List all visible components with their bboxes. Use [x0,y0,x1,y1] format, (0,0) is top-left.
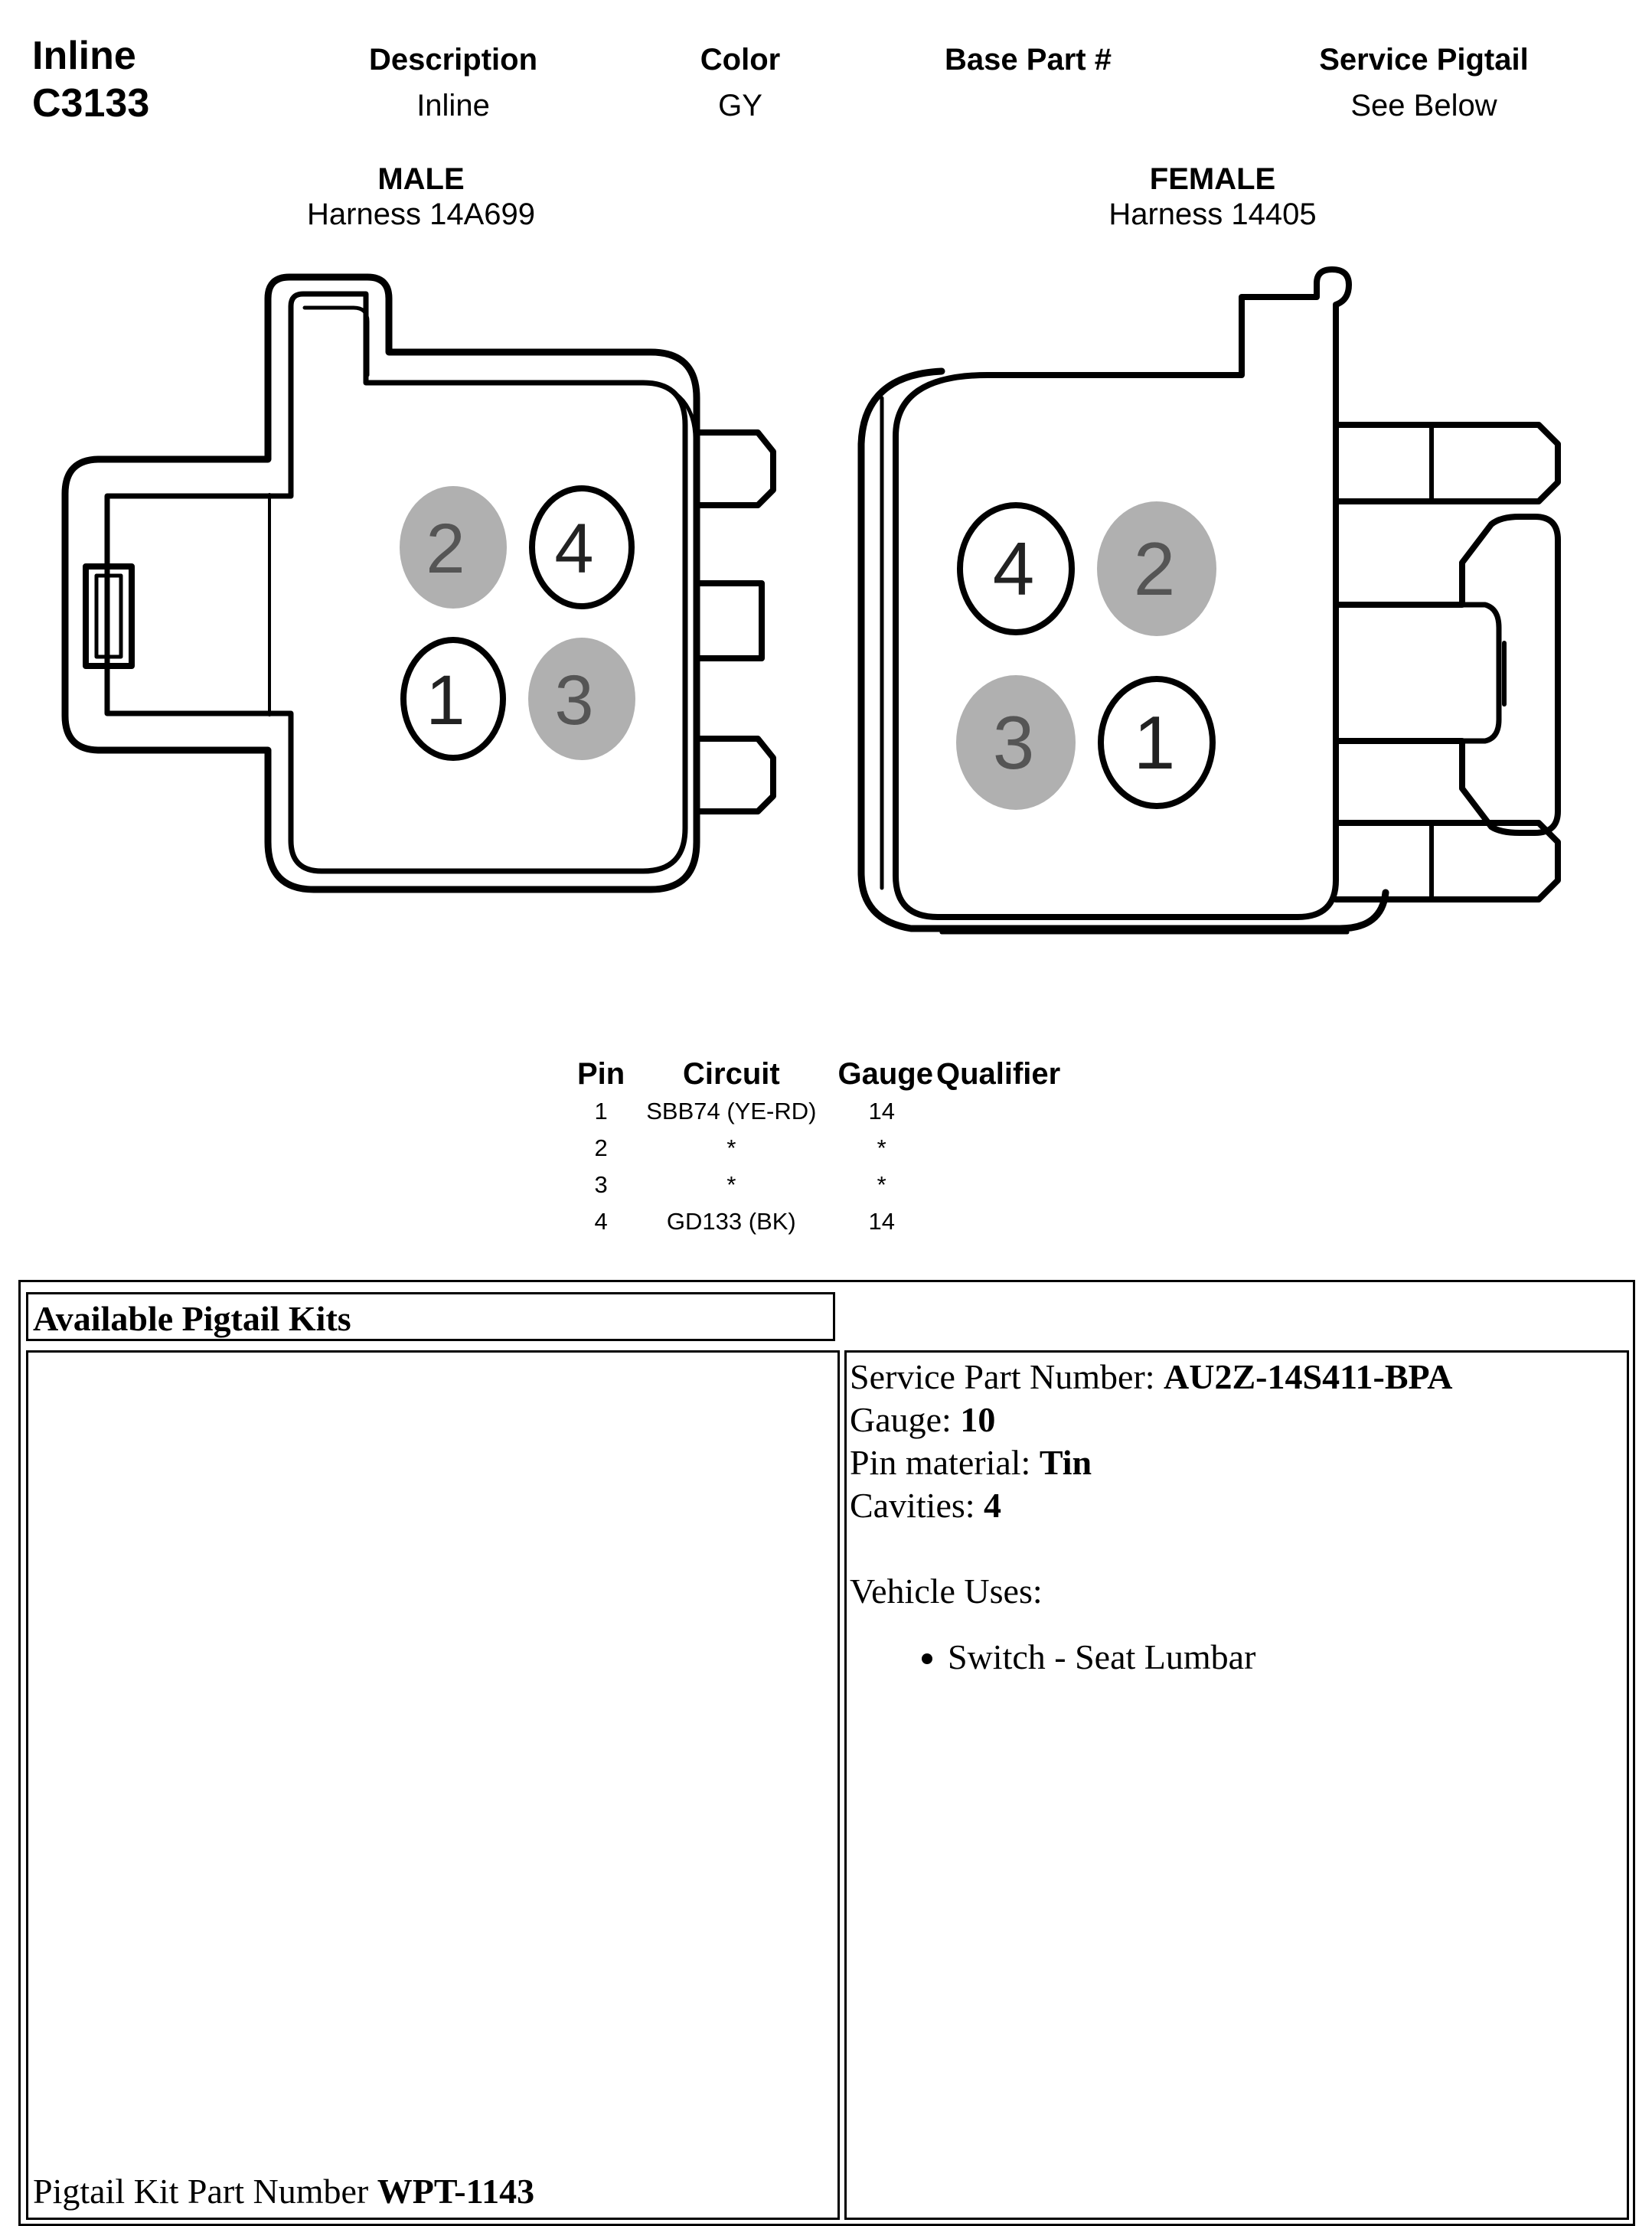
table-row [566,1093,1071,1130]
kit-label: Pigtail Kit Part Number [33,2172,377,2211]
female-pin-1-label: 1 [1133,700,1176,785]
female-right-tab-top [1336,425,1558,501]
pin-table-header-row [566,1055,1071,1093]
table-row [566,1203,1071,1240]
circuit-cell: * [726,1134,736,1161]
male-right-tab-top [697,432,773,505]
gauge-cell: 14 [868,1208,895,1235]
circuit-cell: * [726,1171,736,1198]
pigtail-kit-part-number [33,2170,534,2213]
qualifier-cell [936,1203,1071,1240]
circuit-cell: SBB74 (YE-RD) [646,1098,817,1124]
connector-type: Inline [32,34,136,78]
cavities-label: Cavities: [850,1486,984,1525]
male-pin-4-label: 4 [554,510,594,588]
pin-table [566,1055,1071,1240]
color-value: GY [718,89,762,122]
circuit-cell: GD133 (BK) [666,1208,796,1235]
pin-material [850,1441,1627,1484]
vehicle-uses-list [850,1636,1627,1679]
qualifier-cell [936,1167,1071,1203]
vehicle-uses-label: Vehicle Uses: [850,1572,1043,1611]
male-right-tab-mid [697,583,762,658]
list-item: • Switch - Seat Lumbar [948,1636,1627,1679]
male-connector-diagram [46,260,796,903]
male-pin-2-label: 2 [426,510,465,588]
male-harness: Harness 14A699 [307,197,535,231]
service-part-value: AU2Z-14S411-BPA [1164,1357,1453,1396]
qualifier-cell [936,1093,1071,1130]
circuit-header: Circuit [683,1056,780,1091]
kit-value: WPT-1143 [377,2172,535,2211]
female-center-latch [1336,517,1558,833]
connector-id: C3133 [32,81,150,126]
female-pin-2-label: 2 [1133,527,1176,611]
pigtail-image-cell [26,1350,840,2220]
base-part-header: Base Part # [945,43,1112,77]
male-title: MALE [377,162,465,196]
pin-material-value: Tin [1039,1443,1092,1482]
pigtail-kits-title: Available Pigtail Kits [26,1292,835,1341]
color-header: Color [700,43,781,77]
pigtail-details-cell [844,1350,1629,2220]
pin-cell: 2 [594,1134,608,1161]
service-part-label: Service Part Number: [850,1357,1164,1396]
service-pigtail-value: See Below [1350,89,1497,122]
gauge-cell: 14 [868,1098,895,1124]
male-inner-outline-2 [305,308,367,375]
gauge-value: 10 [960,1400,996,1439]
description-header: Description [368,43,538,77]
pin-header: Pin [577,1056,625,1091]
female-center-latch-inner [1462,605,1499,741]
male-pin-3-label: 3 [554,661,594,739]
gauge-header: Gauge [837,1056,933,1091]
female-connector-diagram [850,260,1615,949]
qualifier-cell [936,1130,1071,1167]
male-right-tab-bottom [697,739,773,811]
gauge [850,1399,1627,1441]
male-pin-1-label: 1 [426,661,465,739]
female-harness: Harness 14405 [1108,197,1317,231]
table-row [566,1167,1071,1203]
female-title: FEMALE [1149,162,1276,196]
qualifier-header: Qualifier [935,1056,1061,1091]
table-row [566,1130,1071,1167]
description-value: Inline [416,89,490,122]
pin-cell: 3 [594,1171,608,1198]
pin-cell: 4 [594,1208,608,1235]
service-part-number [850,1356,1627,1399]
cavities-value: 4 [984,1486,1002,1525]
cavities [850,1484,1627,1527]
female-outer-outline [861,371,1386,929]
female-pin-3-label: 3 [992,700,1035,785]
connector-name [32,32,149,127]
pin-cell: 1 [594,1098,608,1124]
gauge-cell: * [877,1171,886,1198]
female-pin-4-label: 4 [992,527,1035,611]
gauge-label: Gauge: [850,1400,961,1439]
female-latch-line-a [1336,563,1462,582]
gauge-cell: * [877,1134,886,1161]
service-pigtail-header: Service Pigtail [1319,43,1529,77]
pin-material-label: Pin material: [850,1443,1040,1482]
